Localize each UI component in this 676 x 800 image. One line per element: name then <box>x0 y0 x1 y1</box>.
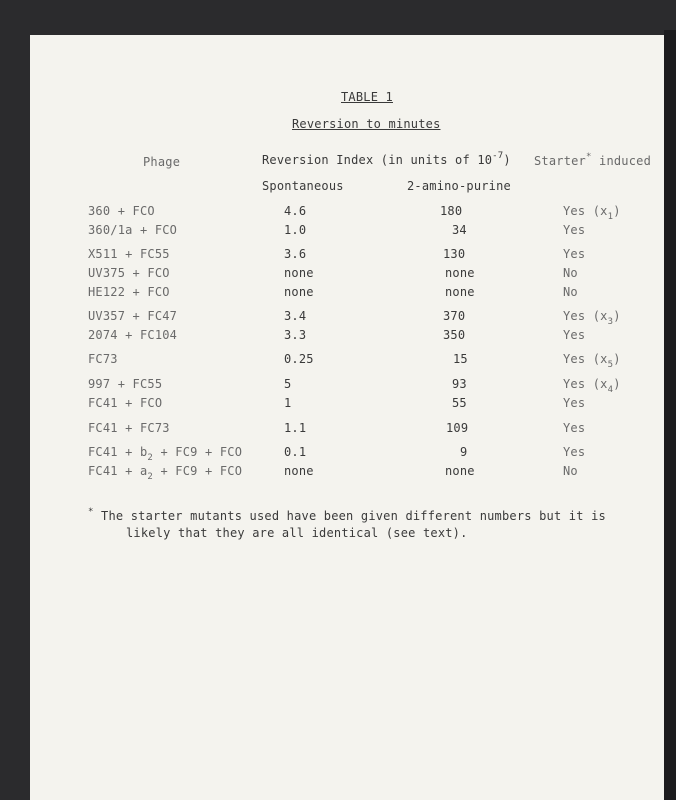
table-row-amino-purine: 15 <box>453 352 468 366</box>
table-row-spontaneous: 1.1 <box>284 421 307 435</box>
table-row-starter: Yes <box>563 247 586 261</box>
table-row-starter: Yes $(x_1)$ <box>563 204 621 223</box>
table-row-phage: $FC41 + a_2 + FC9$ + FCO <box>88 464 243 483</box>
table-row-starter: Yes <box>563 445 586 459</box>
table-row-phage: UV375 + FCO <box>88 266 170 280</box>
table-row-spontaneous: none <box>284 285 314 299</box>
table-row-starter: Yes $(x_3)$ <box>563 309 621 328</box>
footnote-line-1: * The starter mutants used have been given different numbers but it is <box>88 507 606 523</box>
table-row-phage: 360/1a + FCO <box>88 223 178 237</box>
table-row-spontaneous: 3.6 <box>284 247 307 261</box>
header-reversion-index: Reversion Index (in units of $10^{-7}$) <box>262 151 511 167</box>
header-2-amino-purine: 2-amino-purine <box>407 179 511 193</box>
table-row-amino-purine: 93 <box>452 377 467 391</box>
table-row-amino-purine: none <box>445 266 475 280</box>
table-row-phage: X511 + FC55 <box>88 247 170 261</box>
table-row-amino-purine: 370 <box>443 309 466 323</box>
table-row-amino-purine: 130 <box>443 247 466 261</box>
header-starter-induced: Starter* induced <box>534 152 652 168</box>
table-row-spontaneous: 0.1 <box>284 445 307 459</box>
header-spontaneous: Spontaneous <box>262 179 344 193</box>
header-phage: Phage <box>143 155 181 169</box>
table-row-amino-purine: 55 <box>452 396 467 410</box>
table-row-starter: Yes <box>563 396 586 410</box>
table-row-starter: No <box>563 464 578 478</box>
table-row-starter: No <box>563 266 578 280</box>
table-row-spontaneous: 1 <box>284 396 292 410</box>
table-row-starter: Yes $(x_4)$ <box>563 377 621 396</box>
table-row-spontaneous: none <box>284 464 314 478</box>
table-row-phage: 997 + FC55 <box>88 377 163 391</box>
table-row-spontaneous: 3.4 <box>284 309 307 323</box>
footnote-marker: * <box>88 507 94 517</box>
footnote-line-2: likely that they are all identical (see text). <box>126 526 468 540</box>
table-row-spontaneous: 0.25 <box>284 352 314 366</box>
table-row-amino-purine: 350 <box>443 328 466 342</box>
table-row-phage: UV357 + FC47 <box>88 309 178 323</box>
table-row-phage: $FC41 + b_2 + FC9$ + FCO <box>88 445 243 464</box>
table-row-starter: No <box>563 285 578 299</box>
exponent: -7 <box>492 151 504 161</box>
table-row-phage: HE122 + FCO <box>88 285 170 299</box>
table-row-amino-purine: 34 <box>452 223 467 237</box>
table-row-phage: 360 + FCO <box>88 204 155 218</box>
table-row-amino-purine: 9 <box>460 445 468 459</box>
table-row-spontaneous: 1.0 <box>284 223 307 237</box>
table-title: Reversion to minutes <box>292 117 441 131</box>
table-row-spontaneous: 5 <box>284 377 292 391</box>
background-edge <box>664 30 676 800</box>
table-row-amino-purine: none <box>445 464 475 478</box>
table-row-phage: 2074 + FC104 <box>88 328 178 342</box>
table-row-amino-purine: 180 <box>440 204 463 218</box>
table-row-spontaneous: none <box>284 266 314 280</box>
footnote-marker: * <box>585 152 592 162</box>
table-row-starter: Yes <box>563 421 586 435</box>
table-row-phage: FC73 <box>88 352 118 366</box>
table-row-starter: Yes <box>563 223 586 237</box>
document-page <box>30 35 664 800</box>
table-row-amino-purine: none <box>445 285 475 299</box>
table-row-phage: FC41 + FC73 <box>88 421 170 435</box>
table-row-starter: Yes <box>563 328 586 342</box>
table-row-amino-purine: 109 <box>446 421 469 435</box>
table-row-starter: Yes $(x_5)$ <box>563 352 621 371</box>
table-row-phage: FC41 + FCO <box>88 396 163 410</box>
table-number: TABLE 1 <box>341 90 393 104</box>
table-row-spontaneous: 3.3 <box>284 328 307 342</box>
table-row-spontaneous: 4.6 <box>284 204 307 218</box>
